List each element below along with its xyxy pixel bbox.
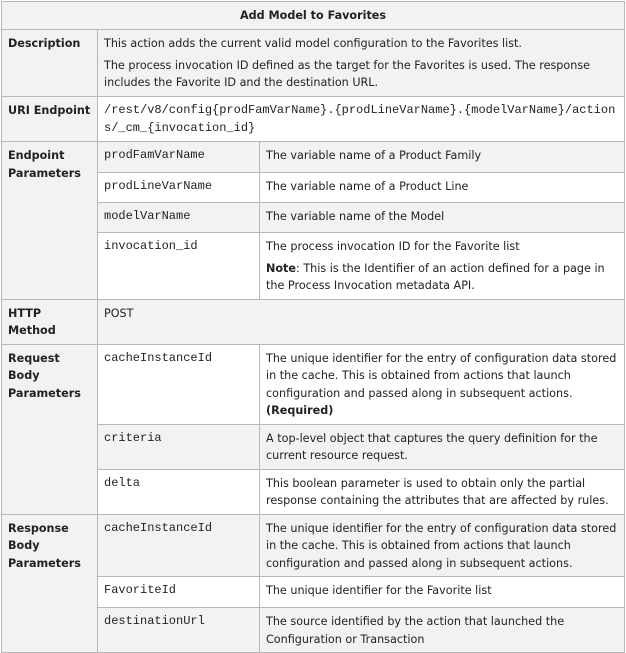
description-paragraph: The process invocation ID defined as the target for the Favorites is used. The response includes the Favorite ID and the destination URL.	[104, 58, 591, 89]
endpoint-params-label: Endpoint Parameters	[2, 142, 98, 300]
request-params-label: Request Body Parameters	[2, 344, 98, 514]
table-title: Add Model to Favorites	[2, 2, 625, 30]
param-name: cacheInstanceId	[98, 514, 260, 577]
param-desc: The variable name of a Product Family	[260, 142, 625, 173]
uri-label: URI Endpoint	[2, 97, 98, 142]
param-desc-text: The process invocation ID for the Favorite list	[266, 240, 520, 253]
param-desc: A top-level object that captures the query definition for the current resource request.	[260, 424, 625, 469]
param-name: delta	[98, 469, 260, 514]
description-row	[2, 30, 625, 97]
param-desc: The source identified by the action that launched the Configuration or Transaction	[260, 608, 625, 653]
response-param-row	[2, 514, 625, 577]
description-text	[98, 30, 625, 97]
uri-value: /rest/v8/config{prodFamVarName}.{prodLineVarName}.{modelVarName}/actions/_cm_{invocation_id}	[98, 97, 625, 142]
http-method-row	[2, 299, 625, 344]
note-label: Note	[266, 261, 296, 275]
param-name: modelVarName	[98, 203, 260, 233]
param-desc	[260, 233, 625, 300]
param-name: prodLineVarName	[98, 173, 260, 203]
param-name: prodFamVarName	[98, 142, 260, 173]
param-note	[266, 260, 618, 295]
http-method-label: HTTP Method	[2, 299, 98, 344]
param-desc: This boolean parameter is used to obtain only the partial response containing the attributes that are affected by rules.	[260, 469, 625, 514]
param-name: invocation_id	[98, 233, 260, 300]
param-name: FavoriteId	[98, 577, 260, 608]
param-desc: The variable name of the Model	[260, 203, 625, 233]
required-badge: (Required)	[266, 404, 334, 417]
param-name: destinationUrl	[98, 608, 260, 653]
http-method-value: POST	[98, 299, 625, 344]
response-params-label: Response Body Parameters	[2, 514, 98, 653]
request-param-row	[2, 344, 625, 424]
uri-row	[2, 97, 625, 142]
description-paragraph: This action adds the current valid model configuration to the Favorites list.	[104, 37, 522, 50]
param-desc: The unique identifier for the Favorite list	[260, 577, 625, 608]
note-text: : This is the Identifier of an action defined for a page in the Process Invocation metadata API.	[266, 261, 605, 292]
title-row	[2, 2, 625, 30]
api-reference-table	[1, 1, 625, 653]
param-desc: The unique identifier for the entry of configuration data stored in the cache. This is obtained from actions that launch configuration and passed along in subsequent actions.	[260, 514, 625, 577]
param-name: criteria	[98, 424, 260, 469]
param-name: cacheInstanceId	[98, 344, 260, 424]
description-label: Description	[2, 30, 98, 97]
param-desc	[260, 344, 625, 424]
endpoint-param-row	[2, 142, 625, 173]
param-desc-text: The unique identifier for the entry of configuration data stored in the cache. This is obtained from actions that launch configuration and passed along in subsequent actions.	[266, 351, 617, 400]
param-desc: The variable name of a Product Line	[260, 173, 625, 203]
